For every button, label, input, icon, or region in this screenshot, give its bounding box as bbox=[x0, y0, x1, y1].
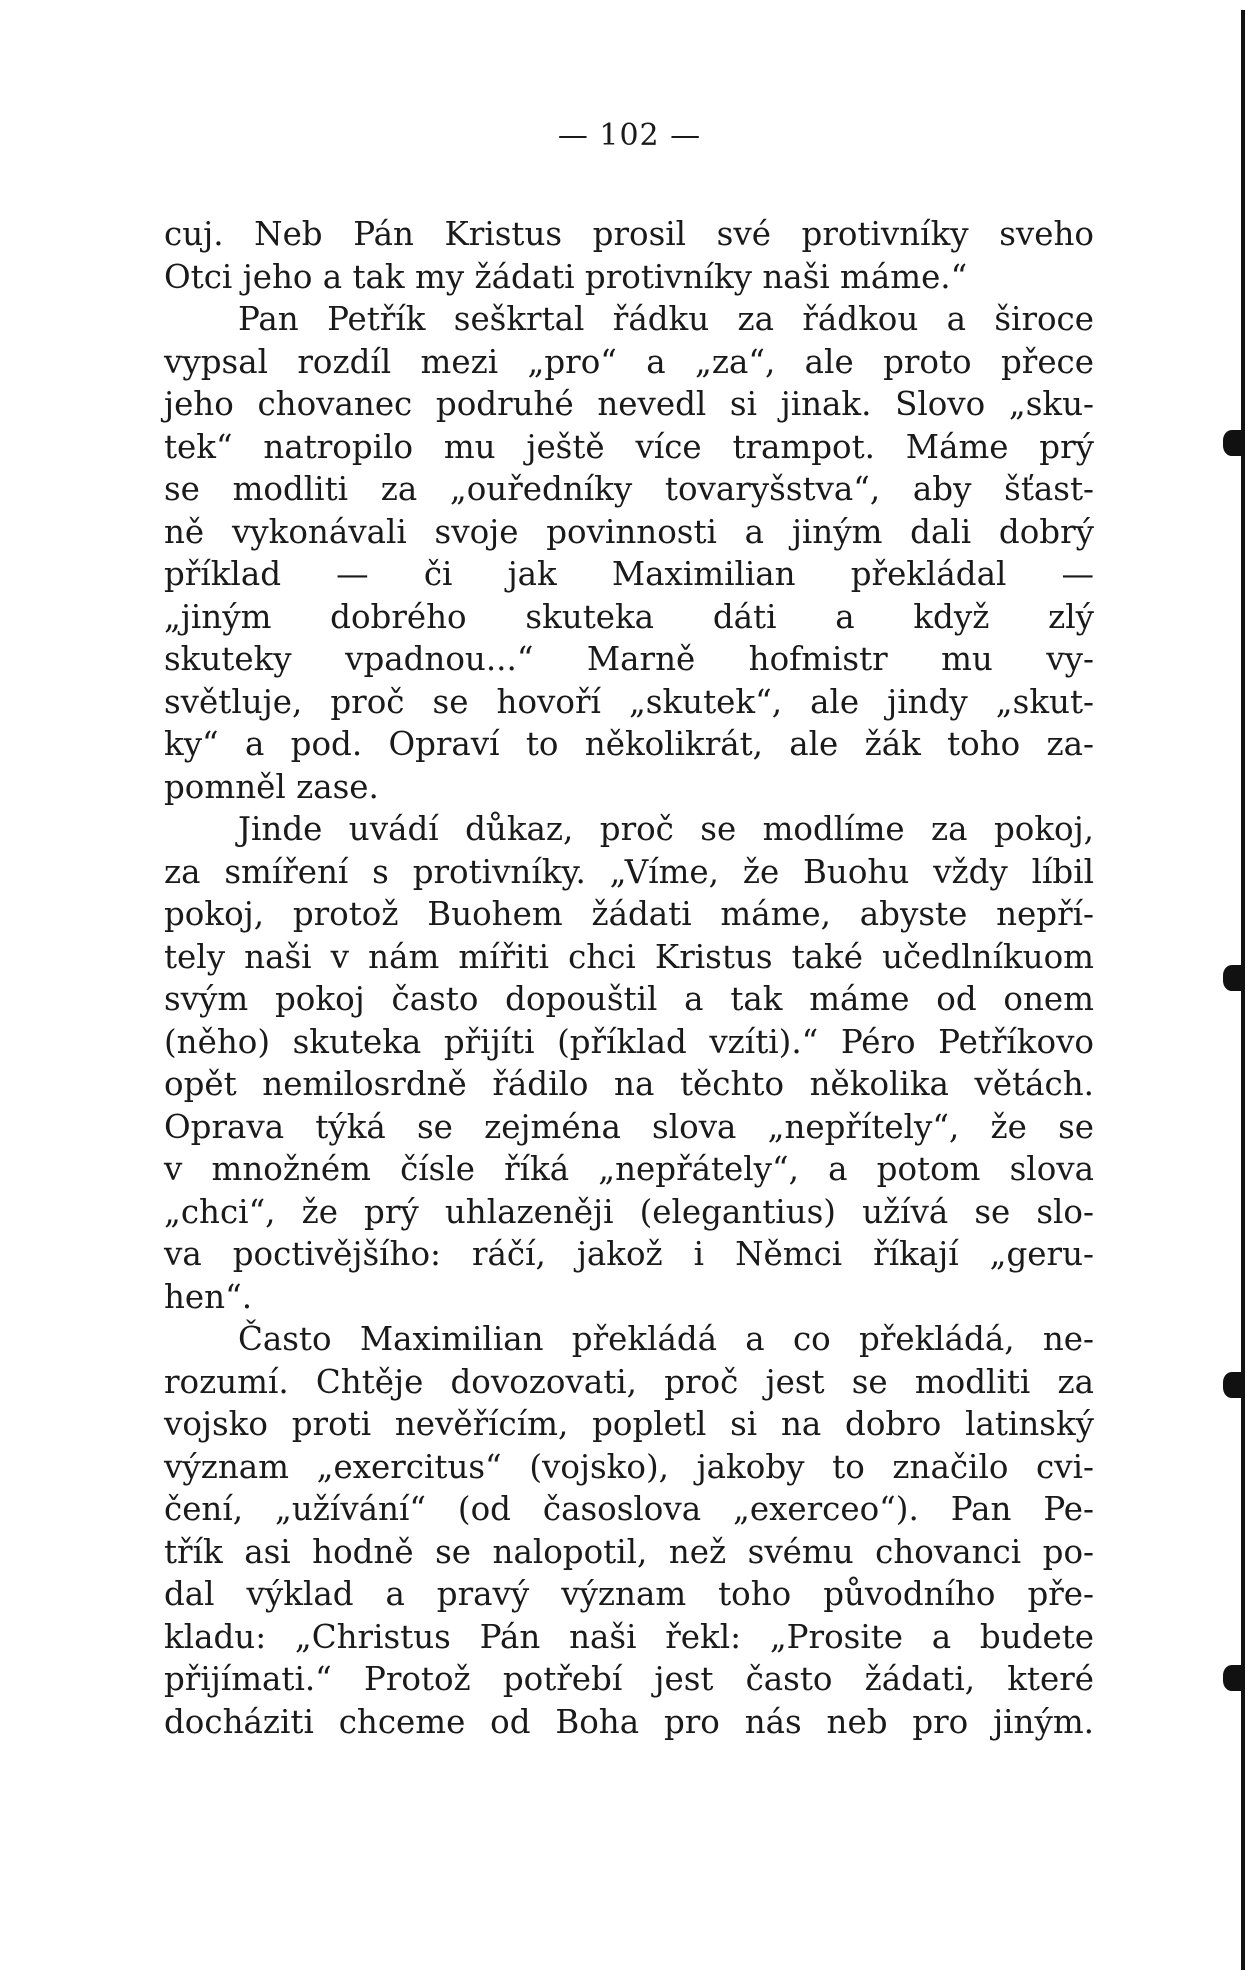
text-line: Oprava týká se zejména slova „nepřítely“, že se bbox=[164, 1107, 1094, 1146]
text-line: světluje, proč se hovoří „skutek“, ale jindy „skut- bbox=[164, 682, 1094, 721]
text-line: skuteky vpadnou...“ Marně hofmistr mu vy- bbox=[164, 640, 1094, 678]
text-line: „jiným dobrého skuteka dáti a když zlý bbox=[164, 597, 1094, 636]
text-line: ně vykonávali svoje povinnosti a jiným dali dobrý bbox=[164, 512, 1094, 551]
text-line: Často Maximilian překládá a co překládá, ne- bbox=[238, 1320, 1094, 1358]
text-line: význam „exercitus“ (vojsko), jakoby to značilo cvi- bbox=[164, 1447, 1094, 1486]
text-line: opět nemilosrdně řádilo na těchto několika větách. bbox=[164, 1065, 1094, 1103]
text-line: tek“ natropilo mu ještě více trampot. Máme prý bbox=[164, 427, 1094, 466]
text-line: třík asi hodně se nalopotil, než svému chovanci po- bbox=[164, 1532, 1094, 1571]
text-line: pomněl zase. bbox=[164, 767, 379, 806]
text-line: dal výklad a pravý význam toho původního pře- bbox=[164, 1575, 1094, 1613]
binding-mark bbox=[1223, 430, 1245, 456]
page-binding-edge bbox=[1241, 10, 1245, 1970]
text-line: „chci“, že prý uhlazeněji (elegantius) užívá se slo- bbox=[164, 1192, 1094, 1231]
text-line: za smíření s protivníky. „Víme, že Buohu vždy líbil bbox=[164, 852, 1094, 891]
text-line: kladu: „Christus Pán naši řekl: „Prosite a budete bbox=[164, 1617, 1094, 1656]
text-line: (něho) skuteka přijíti (příklad vzíti).“ Péro Petříkovo bbox=[164, 1022, 1094, 1061]
text-line: pokoj, protož Buohem žádati máme, abyste nepří- bbox=[164, 895, 1094, 933]
text-line: rozumí. Chtěje dovozovati, proč jest se modliti za bbox=[164, 1362, 1094, 1401]
text-line: vypsal rozdíl mezi „pro“ a „za“, ale proto přece bbox=[164, 342, 1094, 381]
text-line: docháziti chceme od Boha pro nás neb pro jiným. bbox=[164, 1702, 1094, 1741]
text-line: ky“ a pod. Opraví to několikrát, ale žák toho za- bbox=[164, 725, 1094, 763]
text-line: va poctivějšího: ráčí, jakož i Němci říkají „geru- bbox=[164, 1235, 1094, 1273]
body-text bbox=[164, 213, 1094, 1743]
page-number: — 102 — bbox=[557, 118, 702, 153]
text-line: příklad — či jak Maximilian překládal — bbox=[164, 555, 1094, 593]
binding-mark bbox=[1223, 1665, 1245, 1691]
text-line: se modliti za „ouředníky tovaryšstva“, aby šťast- bbox=[164, 470, 1094, 508]
text-line: Otci jeho a tak my žádati protivníky naši máme.“ bbox=[164, 257, 968, 296]
binding-mark bbox=[1223, 1372, 1245, 1398]
text-line: jeho chovanec podruhé nevedl si jinak. Slovo „sku- bbox=[164, 385, 1094, 423]
text-line: v množném čísle říká „nepřátely“, a potom slova bbox=[164, 1150, 1094, 1188]
text-line: tely naši v nám mířiti chci Kristus také učedlníkuom bbox=[164, 937, 1094, 976]
text-line: čení, „užívání“ (od časoslova „exerceo“). Pan Pe- bbox=[164, 1490, 1094, 1528]
text-line: vojsko proti nevěřícím, popletl si na dobro latinský bbox=[164, 1405, 1094, 1443]
text-line: Pan Petřík seškrtal řádku za řádkou a široce bbox=[238, 300, 1094, 338]
text-line: hen“. bbox=[164, 1277, 253, 1316]
binding-mark bbox=[1223, 965, 1245, 991]
text-line: svým pokoj často dopouštil a tak máme od onem bbox=[164, 980, 1094, 1018]
text-line: cuj. Neb Pán Kristus prosil své protivníky sveho bbox=[164, 215, 1094, 253]
text-line: Jinde uvádí důkaz, proč se modlíme za pokoj, bbox=[238, 810, 1094, 848]
text-line: přijímati.“ Protož potřebí jest často žádati, které bbox=[164, 1660, 1094, 1698]
